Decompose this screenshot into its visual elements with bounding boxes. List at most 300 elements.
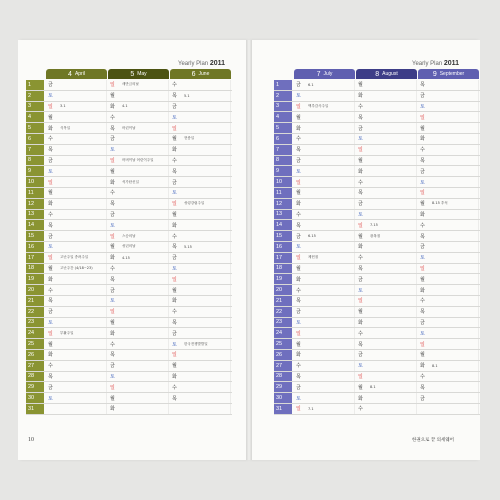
day-row xyxy=(274,350,480,361)
weekday-label: 월 xyxy=(110,244,115,251)
day-cell[interactable] xyxy=(294,134,355,144)
day-cell[interactable] xyxy=(418,231,479,241)
day-cell[interactable] xyxy=(170,177,231,187)
day-cell[interactable] xyxy=(46,350,107,360)
day-cell[interactable] xyxy=(356,199,417,209)
day-cell[interactable] xyxy=(294,123,355,133)
day-cell[interactable] xyxy=(418,264,479,274)
day-cell[interactable] xyxy=(46,188,107,198)
weekday-label: 일 xyxy=(358,298,363,305)
day-cell[interactable] xyxy=(108,220,169,230)
weekday-label: 목 xyxy=(48,147,53,154)
day-cell[interactable] xyxy=(108,372,169,382)
day-cell[interactable] xyxy=(294,253,355,263)
day-number: 10 xyxy=(274,177,292,187)
day-cell[interactable] xyxy=(170,242,231,252)
day-number: 23 xyxy=(26,318,44,328)
day-row xyxy=(274,264,480,275)
day-cell[interactable] xyxy=(356,123,417,133)
day-cell[interactable] xyxy=(170,296,231,306)
day-note: 4.1 xyxy=(122,104,128,109)
day-cell[interactable] xyxy=(46,339,107,349)
day-cell[interactable] xyxy=(356,393,417,403)
day-number: 15 xyxy=(274,231,292,241)
day-cell[interactable] xyxy=(170,166,231,176)
day-cell[interactable] xyxy=(46,328,107,338)
day-cell[interactable] xyxy=(294,210,355,220)
day-cell[interactable] xyxy=(356,166,417,176)
day-cell[interactable] xyxy=(356,80,417,90)
weekday-label: 수 xyxy=(110,341,115,348)
weekday-label: 금 xyxy=(296,309,301,316)
weekday-label: 월 xyxy=(296,114,301,121)
day-cell[interactable] xyxy=(170,393,231,403)
day-number: 2 xyxy=(274,91,292,101)
day-number: 22 xyxy=(26,307,44,317)
day-cell[interactable] xyxy=(294,339,355,349)
day-cell[interactable] xyxy=(294,112,355,122)
day-cell[interactable] xyxy=(46,274,107,284)
day-cell[interactable] xyxy=(46,307,107,317)
weekday-label: 월 xyxy=(358,384,363,391)
day-cell[interactable] xyxy=(108,307,169,317)
day-cell[interactable] xyxy=(356,242,417,252)
day-cell[interactable] xyxy=(108,285,169,295)
day-cell[interactable] xyxy=(46,112,107,122)
day-row xyxy=(26,134,232,145)
day-cell[interactable] xyxy=(170,339,231,349)
weekday-label: 화 xyxy=(296,125,301,132)
day-cell[interactable] xyxy=(108,350,169,360)
day-row xyxy=(26,102,232,113)
weekday-label: 수 xyxy=(48,287,53,294)
day-row xyxy=(274,285,480,296)
day-number: 8 xyxy=(26,156,44,166)
weekday-label: 월 xyxy=(358,82,363,89)
day-cell[interactable] xyxy=(294,242,355,252)
weekday-label: 화 xyxy=(172,147,177,154)
day-number: 21 xyxy=(26,296,44,306)
day-cell[interactable] xyxy=(294,188,355,198)
weekday-label: 화 xyxy=(110,103,115,110)
weekday-label: 토 xyxy=(420,103,425,110)
day-cell[interactable] xyxy=(356,220,417,230)
month-number: 7 xyxy=(316,70,321,78)
day-row xyxy=(26,339,232,350)
weekday-label: 월 xyxy=(420,352,425,359)
day-cell[interactable] xyxy=(294,404,355,414)
day-cell[interactable] xyxy=(108,274,169,284)
weekday-label: 화 xyxy=(296,276,301,283)
day-cell[interactable] xyxy=(108,166,169,176)
day-cell[interactable] xyxy=(108,382,169,392)
day-cell[interactable] xyxy=(170,285,231,295)
day-cell[interactable] xyxy=(170,264,231,274)
day-cell[interactable] xyxy=(46,393,107,403)
day-cell[interactable] xyxy=(46,199,107,209)
day-number: 28 xyxy=(26,372,44,382)
day-cell[interactable] xyxy=(356,382,417,392)
day-cell[interactable] xyxy=(108,393,169,403)
day-cell[interactable] xyxy=(46,156,107,166)
day-cell[interactable] xyxy=(46,404,107,414)
day-cell[interactable] xyxy=(356,210,417,220)
day-note: 3.1 xyxy=(60,104,66,109)
day-cell[interactable] xyxy=(170,350,231,360)
day-cell[interactable] xyxy=(418,350,479,360)
day-cell[interactable] xyxy=(170,307,231,317)
weekday-label: 일 xyxy=(358,222,363,229)
day-row xyxy=(26,350,232,361)
day-number: 21 xyxy=(274,296,292,306)
weekday-label: 토 xyxy=(110,298,115,305)
day-note: 성년의날 xyxy=(122,244,136,249)
day-cell[interactable] xyxy=(356,307,417,317)
day-cell[interactable] xyxy=(356,361,417,371)
day-cell[interactable] xyxy=(46,145,107,155)
day-cell[interactable] xyxy=(170,188,231,198)
day-cell[interactable] xyxy=(418,220,479,230)
day-cell[interactable] xyxy=(170,80,231,90)
day-number: 12 xyxy=(274,199,292,209)
day-cell[interactable] xyxy=(418,307,479,317)
weekday-label: 토 xyxy=(358,287,363,294)
day-cell[interactable] xyxy=(46,102,107,112)
day-cell[interactable] xyxy=(108,328,169,338)
day-cell[interactable] xyxy=(294,382,355,392)
day-cell[interactable] xyxy=(418,285,479,295)
day-cell[interactable] xyxy=(108,231,169,241)
day-cell[interactable] xyxy=(170,112,231,122)
weekday-label: 수 xyxy=(110,265,115,272)
day-cell[interactable] xyxy=(170,102,231,112)
day-row xyxy=(274,296,480,307)
weekday-label: 토 xyxy=(48,168,53,175)
day-cell[interactable] xyxy=(418,253,479,263)
right-footer: 한권으로 끝 의세웨어 xyxy=(412,438,454,443)
day-cell[interactable] xyxy=(108,80,169,90)
day-cell[interactable] xyxy=(418,134,479,144)
day-row xyxy=(26,112,232,123)
day-row xyxy=(274,134,480,145)
day-cell[interactable] xyxy=(418,91,479,101)
day-cell[interactable] xyxy=(170,328,231,338)
day-cell[interactable] xyxy=(46,296,107,306)
day-cell[interactable] xyxy=(356,350,417,360)
day-cell[interactable] xyxy=(356,296,417,306)
day-cell[interactable] xyxy=(418,296,479,306)
day-cell[interactable] xyxy=(170,91,231,101)
day-cell[interactable] xyxy=(418,339,479,349)
day-cell[interactable] xyxy=(108,264,169,274)
day-cell[interactable] xyxy=(418,199,479,209)
day-cell[interactable] xyxy=(46,361,107,371)
weekday-label: 일 xyxy=(296,179,301,186)
day-cell[interactable] xyxy=(418,112,479,122)
weekday-label: 금 xyxy=(358,276,363,283)
day-cell[interactable] xyxy=(108,199,169,209)
weekday-label: 토 xyxy=(110,147,115,154)
weekday-label: 월 xyxy=(358,309,363,316)
day-cell[interactable] xyxy=(108,210,169,220)
day-number: 26 xyxy=(274,350,292,360)
weekday-label: 금 xyxy=(110,287,115,294)
day-cell[interactable] xyxy=(418,318,479,328)
weekday-label: 목 xyxy=(110,276,115,283)
day-number: 16 xyxy=(274,242,292,252)
day-cell[interactable] xyxy=(170,145,231,155)
weekday-label: 토 xyxy=(110,373,115,380)
day-cell[interactable] xyxy=(108,361,169,371)
weekday-label: 목 xyxy=(296,298,301,305)
day-cell[interactable] xyxy=(46,210,107,220)
day-cell[interactable] xyxy=(108,296,169,306)
day-cell[interactable] xyxy=(418,177,479,187)
day-row xyxy=(26,220,232,231)
day-cell[interactable] xyxy=(46,91,107,101)
weekday-label: 목 xyxy=(172,93,177,100)
day-cell[interactable] xyxy=(418,242,479,252)
day-cell[interactable] xyxy=(170,156,231,166)
weekday-label: 일 xyxy=(110,309,115,316)
day-cell[interactable] xyxy=(356,328,417,338)
day-row xyxy=(26,393,232,404)
day-cell[interactable] xyxy=(356,231,417,241)
weekday-label: 목 xyxy=(296,147,301,154)
day-cell[interactable] xyxy=(418,145,479,155)
day-cell[interactable] xyxy=(418,188,479,198)
day-cell[interactable] xyxy=(46,382,107,392)
day-number: 11 xyxy=(26,188,44,198)
day-cell[interactable] xyxy=(418,274,479,284)
weekday-label: 월 xyxy=(172,287,177,294)
day-cell[interactable] xyxy=(170,382,231,392)
day-cell[interactable] xyxy=(356,339,417,349)
weekday-label: 목 xyxy=(358,341,363,348)
day-note: 스승의날 xyxy=(122,233,136,238)
day-cell[interactable] xyxy=(46,264,107,274)
day-cell[interactable] xyxy=(170,199,231,209)
day-cell[interactable] xyxy=(294,91,355,101)
day-cell[interactable] xyxy=(294,393,355,403)
day-note: 8.1 xyxy=(432,363,438,368)
day-cell[interactable] xyxy=(108,188,169,198)
day-cell[interactable] xyxy=(356,188,417,198)
day-cell[interactable] xyxy=(418,393,479,403)
weekday-label: 화 xyxy=(420,363,425,370)
day-number: 26 xyxy=(26,350,44,360)
day-cell[interactable] xyxy=(46,253,107,263)
day-cell[interactable] xyxy=(294,177,355,187)
day-cell[interactable] xyxy=(170,231,231,241)
day-cell[interactable] xyxy=(108,242,169,252)
day-number: 30 xyxy=(26,393,44,403)
day-cell[interactable] xyxy=(108,91,169,101)
day-cell[interactable] xyxy=(170,274,231,284)
month-header-2 xyxy=(170,69,231,79)
weekday-label: 금 xyxy=(110,211,115,218)
day-note: 광복절 xyxy=(370,233,381,238)
day-cell[interactable] xyxy=(170,123,231,133)
weekday-label: 월 xyxy=(296,190,301,197)
day-cell[interactable] xyxy=(294,285,355,295)
day-cell[interactable] xyxy=(294,328,355,338)
day-cell[interactable] xyxy=(170,253,231,263)
day-cell[interactable] xyxy=(294,307,355,317)
month-name: May xyxy=(137,71,147,77)
day-cell[interactable] xyxy=(356,91,417,101)
day-cell[interactable] xyxy=(418,328,479,338)
day-cell[interactable] xyxy=(294,231,355,241)
day-cell[interactable] xyxy=(294,166,355,176)
day-row xyxy=(26,372,232,383)
weekday-label: 화 xyxy=(358,395,363,402)
day-cell[interactable] xyxy=(356,177,417,187)
weekday-label: 목 xyxy=(172,319,177,326)
day-row xyxy=(26,253,232,264)
day-cell[interactable] xyxy=(108,404,169,414)
day-cell[interactable] xyxy=(356,285,417,295)
weekday-label: 금 xyxy=(172,255,177,262)
day-cell[interactable] xyxy=(418,123,479,133)
day-cell[interactable] xyxy=(356,156,417,166)
header-spacer xyxy=(274,69,294,79)
day-note: 고난주간 (4/18~23) xyxy=(60,265,93,270)
day-cell[interactable] xyxy=(418,382,479,392)
day-note: 6.15 xyxy=(308,234,316,239)
day-cell[interactable] xyxy=(108,102,169,112)
day-cell[interactable] xyxy=(108,177,169,187)
day-row xyxy=(274,382,480,393)
day-cell[interactable] xyxy=(356,372,417,382)
day-cell[interactable] xyxy=(46,134,107,144)
day-cell[interactable] xyxy=(108,134,169,144)
day-cell[interactable] xyxy=(170,220,231,230)
day-number: 4 xyxy=(26,112,44,122)
day-cell[interactable] xyxy=(294,361,355,371)
weekday-label: 목 xyxy=(172,168,177,175)
day-cell[interactable] xyxy=(108,253,169,263)
weekday-label: 금 xyxy=(48,309,53,316)
day-cell[interactable] xyxy=(418,404,479,414)
day-cell[interactable] xyxy=(108,112,169,122)
day-cell[interactable] xyxy=(170,134,231,144)
day-cell[interactable] xyxy=(108,318,169,328)
weekday-label: 화 xyxy=(420,211,425,218)
weekday-label: 금 xyxy=(172,330,177,337)
day-cell[interactable] xyxy=(294,350,355,360)
weekday-label: 수 xyxy=(172,384,177,391)
day-cell[interactable] xyxy=(418,166,479,176)
day-cell[interactable] xyxy=(170,361,231,371)
day-cell[interactable] xyxy=(170,404,231,414)
weekday-label: 수 xyxy=(420,298,425,305)
weekday-label: 일 xyxy=(420,265,425,272)
day-cell[interactable] xyxy=(294,274,355,284)
day-cell[interactable] xyxy=(294,372,355,382)
day-number: 3 xyxy=(26,102,44,112)
day-cell[interactable] xyxy=(294,145,355,155)
day-cell[interactable] xyxy=(46,123,107,133)
day-note: 현충일 xyxy=(184,136,195,141)
day-cell[interactable] xyxy=(46,177,107,187)
day-number: 23 xyxy=(274,318,292,328)
day-cell[interactable] xyxy=(46,372,107,382)
weekday-label: 수 xyxy=(296,363,301,370)
day-row xyxy=(26,80,232,91)
month-header-1 xyxy=(108,69,169,79)
day-cell[interactable] xyxy=(46,318,107,328)
day-cell[interactable] xyxy=(46,285,107,295)
day-row xyxy=(26,361,232,372)
weekday-label: 수 xyxy=(48,211,53,218)
day-row xyxy=(274,210,480,221)
weekday-label: 토 xyxy=(296,319,301,326)
day-cell[interactable] xyxy=(294,220,355,230)
day-cell[interactable] xyxy=(170,318,231,328)
weekday-label: 월 xyxy=(420,201,425,208)
day-cell[interactable] xyxy=(294,296,355,306)
day-cell[interactable] xyxy=(356,112,417,122)
day-cell[interactable] xyxy=(418,80,479,90)
month-name: June xyxy=(198,71,210,77)
day-cell[interactable] xyxy=(294,80,355,90)
day-row xyxy=(26,210,232,221)
day-number: 22 xyxy=(274,307,292,317)
day-cell[interactable] xyxy=(356,318,417,328)
day-cell[interactable] xyxy=(294,156,355,166)
day-cell[interactable] xyxy=(356,404,417,414)
day-row xyxy=(26,199,232,210)
day-cell[interactable] xyxy=(108,145,169,155)
weekday-label: 금 xyxy=(296,82,301,89)
day-cell[interactable] xyxy=(170,210,231,220)
day-cell[interactable] xyxy=(418,102,479,112)
day-note: 고난주일 종려주일 xyxy=(60,255,89,260)
day-cell[interactable] xyxy=(108,339,169,349)
weekday-label: 화 xyxy=(358,244,363,251)
day-cell[interactable] xyxy=(356,145,417,155)
day-number: 31 xyxy=(274,404,292,414)
day-number: 28 xyxy=(274,372,292,382)
day-cell[interactable] xyxy=(294,318,355,328)
weekday-label: 화 xyxy=(48,125,53,132)
day-cell[interactable] xyxy=(418,361,479,371)
day-cell[interactable] xyxy=(294,199,355,209)
day-cell[interactable] xyxy=(356,102,417,112)
weekday-label: 금 xyxy=(110,363,115,370)
day-cell[interactable] xyxy=(356,274,417,284)
day-cell[interactable] xyxy=(294,102,355,112)
day-cell[interactable] xyxy=(356,264,417,274)
day-cell[interactable] xyxy=(170,372,231,382)
day-cell[interactable] xyxy=(294,264,355,274)
day-cell[interactable] xyxy=(46,166,107,176)
day-cell[interactable] xyxy=(108,156,169,166)
weekday-label: 토 xyxy=(48,395,53,402)
day-cell[interactable] xyxy=(418,210,479,220)
day-cell[interactable] xyxy=(356,253,417,263)
day-cell[interactable] xyxy=(46,242,107,252)
day-cell[interactable] xyxy=(46,80,107,90)
day-cell[interactable] xyxy=(108,123,169,133)
day-cell[interactable] xyxy=(46,220,107,230)
day-cell[interactable] xyxy=(418,156,479,166)
day-cell[interactable] xyxy=(356,134,417,144)
weekday-label: 수 xyxy=(110,190,115,197)
day-cell[interactable] xyxy=(46,231,107,241)
day-cell[interactable] xyxy=(418,372,479,382)
